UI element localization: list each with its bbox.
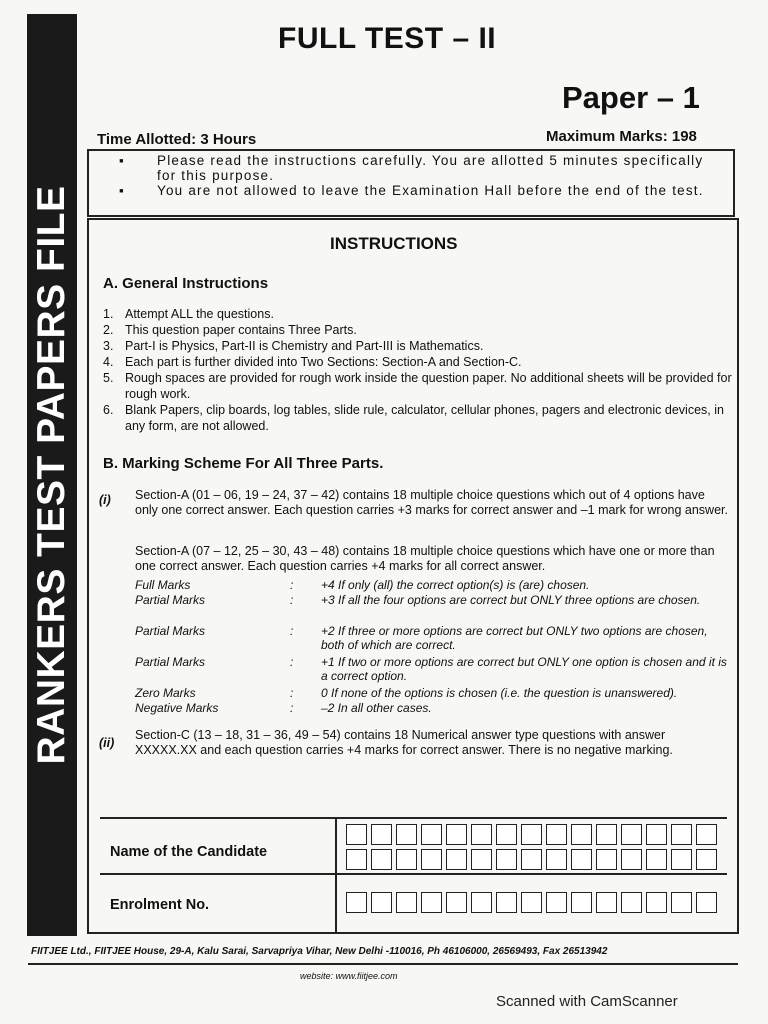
list-item [103, 338, 733, 354]
character-box[interactable] [396, 892, 417, 913]
character-box[interactable] [546, 824, 567, 845]
character-box[interactable] [596, 824, 617, 845]
sidebar-banner-text: RANKERS TEST PAPERS FILE [30, 185, 73, 765]
test-title: FULL TEST – II [278, 22, 497, 55]
candidate-name-boxes-line-1 [346, 824, 717, 845]
character-box[interactable] [696, 849, 717, 870]
scheme-colon: : [290, 624, 294, 638]
character-box[interactable] [421, 849, 442, 870]
character-box[interactable] [621, 824, 642, 845]
character-box[interactable] [546, 849, 567, 870]
list-number: 3. [103, 339, 114, 353]
scheme-colon: : [290, 578, 294, 592]
character-box[interactable] [471, 824, 492, 845]
character-box[interactable] [671, 824, 692, 845]
instructions-box [87, 218, 739, 934]
scheme-value: +4 If only (all) the correct option(s) is (are) chosen. [321, 578, 590, 592]
list-text: Rough spaces are provided for rough work inside the question paper. No additional sheets will be provided for rough work. [125, 371, 732, 401]
character-box[interactable] [421, 824, 442, 845]
scheme-colon: : [290, 593, 294, 607]
character-box[interactable] [471, 892, 492, 913]
list-number: 5. [103, 371, 114, 385]
scheme-value: +3 If all the four options are correct but ONLY three options are chosen. [321, 593, 701, 607]
list-number: 2. [103, 323, 114, 337]
scheme-label: Partial Marks [135, 655, 206, 669]
character-box[interactable] [646, 824, 667, 845]
character-box[interactable] [346, 892, 367, 913]
list-text: Part-I is Physics, Part-II is Chemistry and Part-III is Mathematics. [125, 339, 484, 353]
time-allotted: Time Allotted: 3 Hours [97, 131, 257, 148]
instructions-title: INSTRUCTIONS [330, 234, 458, 253]
enrolment-label: Enrolment No. [110, 897, 210, 913]
scheme-label: Zero Marks [135, 686, 196, 700]
character-box[interactable] [571, 824, 592, 845]
character-box[interactable] [371, 824, 392, 845]
enrolment-row [100, 875, 727, 931]
character-box[interactable] [496, 824, 517, 845]
list-text: This question paper contains Three Parts. [125, 323, 357, 337]
footer-rule [28, 963, 738, 965]
list-text: Attempt ALL the questions. [125, 307, 274, 321]
general-instructions-heading: A. General Instructions [103, 275, 269, 292]
notice-item: ▪ Please read the instructions carefully. You are allotted 5 minutes specifically for this purpose. [157, 153, 723, 183]
scheme-colon: : [290, 655, 294, 669]
character-box[interactable] [596, 892, 617, 913]
list-item [103, 402, 733, 434]
character-box[interactable] [446, 849, 467, 870]
scheme-colon: : [290, 686, 294, 700]
paper-number: Paper – 1 [562, 80, 700, 115]
character-box[interactable] [621, 892, 642, 913]
character-box[interactable] [496, 892, 517, 913]
scheme-label: Partial Marks [135, 593, 206, 607]
footer-address: FIITJEE Ltd., FIITJEE House, 29-A, Kalu Sarai, Sarvapriya Vihar, New Delhi -110016, Ph 46106000, 26569493, Fax 26513942 [31, 946, 608, 957]
roman-ii-marker: (ii) [99, 736, 115, 750]
character-box[interactable] [696, 824, 717, 845]
section-a-single-correct: Section-A (01 – 06, 19 – 24, 37 – 42) contains 18 multiple choice questions which out of 4 options have only one correct answer. Each question carries +3 marks for correct answer and –1 mark for wrong answer. [135, 488, 728, 517]
list-text: Each part is further divided into Two Sections: Section-A and Section-C. [125, 355, 522, 369]
character-box[interactable] [696, 892, 717, 913]
candidate-name-boxes-line-2 [346, 849, 717, 870]
list-item [103, 306, 733, 322]
character-box[interactable] [571, 849, 592, 870]
candidate-details-table [100, 817, 727, 932]
general-instructions-list [103, 306, 733, 434]
character-box[interactable] [446, 892, 467, 913]
candidate-name-label: Name of the Candidate [110, 844, 268, 860]
notice-list [89, 151, 733, 198]
notice-box [87, 149, 735, 217]
scheme-value: –2 In all other cases. [321, 701, 432, 715]
enrolment-boxes [346, 892, 717, 913]
character-box[interactable] [421, 892, 442, 913]
character-box[interactable] [471, 849, 492, 870]
character-box[interactable] [646, 849, 667, 870]
character-box[interactable] [446, 824, 467, 845]
list-item [103, 354, 733, 370]
character-box[interactable] [671, 849, 692, 870]
marking-scheme-heading: B. Marking Scheme For All Three Parts. [103, 455, 384, 472]
scheme-label: Partial Marks [135, 624, 206, 638]
character-box[interactable] [396, 824, 417, 845]
character-box[interactable] [521, 892, 542, 913]
maximum-marks: Maximum Marks: 198 [546, 128, 697, 145]
character-box[interactable] [671, 892, 692, 913]
character-box[interactable] [596, 849, 617, 870]
scheme-value: +2 If three or more options are correct but ONLY two options are chosen, both of which are correct. [321, 624, 708, 652]
character-box[interactable] [571, 892, 592, 913]
list-number: 6. [103, 403, 114, 417]
section-c-numerical: Section-C (13 – 18, 31 – 36, 49 – 54) contains 18 Numerical answer type questions with answer XXXXX.XX and each question carries +4 marks for correct answer. There is no negative marking. [135, 728, 673, 757]
character-box[interactable] [646, 892, 667, 913]
list-number: 1. [103, 307, 114, 321]
list-text: Blank Papers, clip boards, log tables, slide rule, calculator, cellular phones, pagers and electronic devices, in any form, are not allowed. [125, 403, 724, 433]
character-box[interactable] [521, 849, 542, 870]
character-box[interactable] [396, 849, 417, 870]
character-box[interactable] [621, 849, 642, 870]
section-a-multi-correct: Section-A (07 – 12, 25 – 30, 43 – 48) contains 18 multiple choice questions which have one or more than one correct answer. Each question carries +4 marks for all correct answer. [135, 544, 715, 573]
candidate-name-row [100, 819, 727, 875]
list-item [103, 370, 733, 402]
character-box[interactable] [521, 824, 542, 845]
scheme-label: Full Marks [135, 578, 191, 592]
character-box[interactable] [546, 892, 567, 913]
character-box[interactable] [346, 824, 367, 845]
scheme-label: Negative Marks [135, 701, 219, 715]
footer-website: website: www.fiitjee.com [300, 971, 398, 981]
character-box[interactable] [371, 849, 392, 870]
scheme-colon: : [290, 701, 294, 715]
notice-item: ▪ You are not allowed to leave the Examination Hall before the end of the test. [157, 183, 723, 198]
list-item [103, 322, 733, 338]
scheme-value: +1 If two or more options are correct but ONLY one option is chosen and it is a correct option. [321, 655, 727, 683]
roman-i-marker: (i) [99, 493, 111, 507]
character-box[interactable] [496, 849, 517, 870]
character-box[interactable] [371, 892, 392, 913]
camscanner-watermark: Scanned with CamScanner [496, 993, 678, 1010]
scheme-value: 0 If none of the options is chosen (i.e. the question is unanswered). [321, 686, 678, 700]
list-number: 4. [103, 355, 114, 369]
character-box[interactable] [346, 849, 367, 870]
